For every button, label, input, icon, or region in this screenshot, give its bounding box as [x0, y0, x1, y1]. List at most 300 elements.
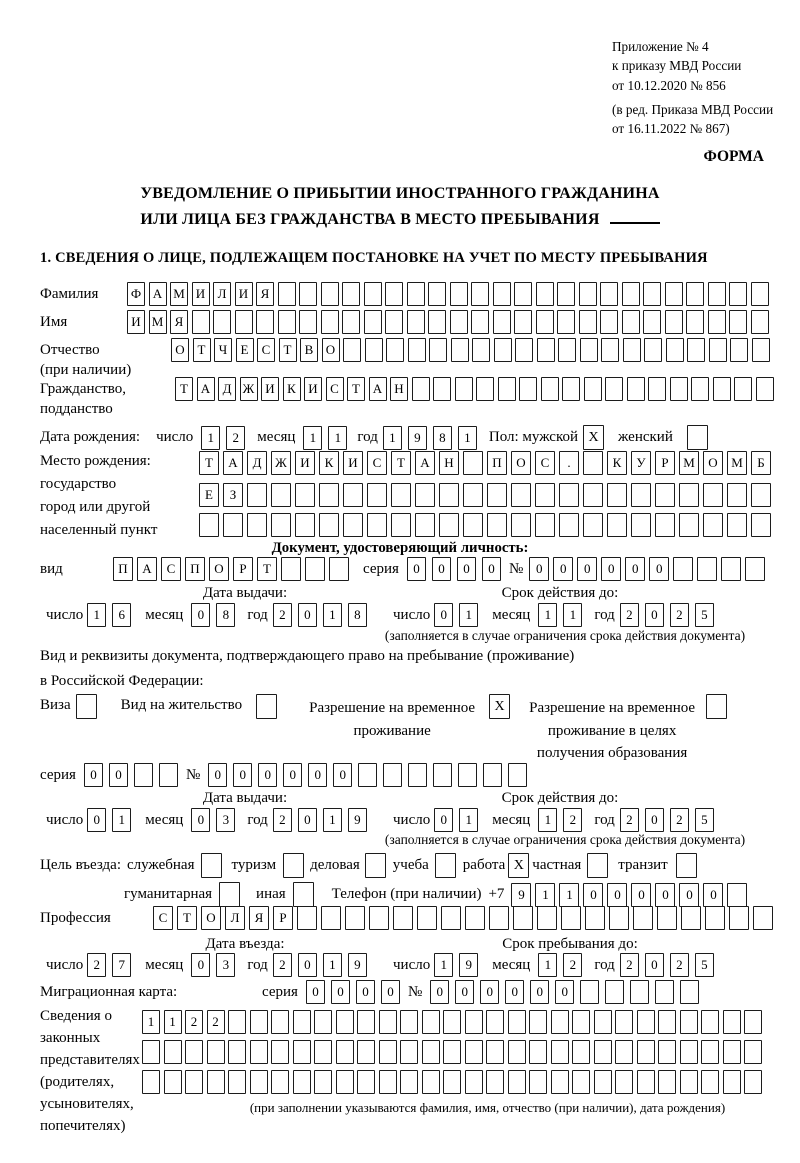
char-cell: [744, 1040, 762, 1064]
char-cell: [633, 906, 653, 930]
birth-place-input-3[interactable]: [199, 513, 775, 537]
visa-checkbox[interactable]: [76, 694, 97, 719]
char-cell: Ж: [271, 451, 291, 475]
char-cell: [705, 906, 725, 930]
identity-doc-row: [40, 557, 769, 581]
char-cell: [393, 906, 413, 930]
doc-valid-day[interactable]: [434, 603, 484, 627]
char-cell: [486, 1010, 504, 1034]
char-cell: К: [319, 451, 339, 475]
char-cell: .: [559, 451, 579, 475]
patronymic-label2: (при наличии): [40, 362, 132, 378]
char-cell: [271, 1040, 289, 1064]
char-cell: [293, 1010, 311, 1034]
sex-male-label: Пол: мужской: [488, 429, 579, 445]
char-cell: 0: [530, 980, 549, 1004]
residence-valid-until-header: Срок действия до:: [501, 790, 619, 806]
given-name-input[interactable]: [127, 310, 772, 334]
residence-doc-line1: Вид и реквизиты документа, подтверждающего право на пребывание (проживание): [40, 648, 575, 664]
char-cell: [572, 1010, 590, 1034]
doc-issue-day[interactable]: [87, 603, 137, 627]
char-cell: Я: [170, 310, 188, 334]
series-label: серия: [40, 766, 76, 783]
char-cell: 2: [185, 1010, 203, 1034]
char-cell: С: [326, 377, 344, 401]
char-cell: [691, 377, 709, 401]
char-cell: [400, 1040, 418, 1064]
char-cell: [572, 1040, 590, 1064]
char-cell: И: [235, 282, 253, 306]
char-cell: О: [703, 451, 723, 475]
migration-number-input[interactable]: [430, 980, 705, 1004]
appendix-line: Приложение № 4: [612, 39, 709, 54]
char-cell: [336, 1010, 354, 1034]
citizenship-label: Гражданство,: [40, 380, 127, 397]
char-cell: 0: [480, 980, 499, 1004]
char-cell: [756, 377, 774, 401]
residence-issue-year[interactable]: [273, 808, 373, 832]
char-cell: [511, 483, 531, 507]
doc-number-input[interactable]: [529, 557, 769, 581]
char-cell: И: [192, 282, 210, 306]
char-cell: 2: [620, 808, 639, 832]
representatives-row1: [142, 1010, 766, 1034]
purpose-private-checkbox[interactable]: [587, 853, 608, 878]
char-cell: [219, 882, 240, 907]
birth-place-row1: [199, 451, 775, 475]
char-cell: [751, 483, 771, 507]
purpose-tourism-checkbox[interactable]: [283, 853, 304, 878]
char-cell: 0: [191, 808, 210, 832]
char-cell: [487, 483, 507, 507]
char-cell: 0: [407, 557, 426, 581]
char-cell: 1: [459, 603, 478, 627]
sex-female-checkbox[interactable]: [687, 425, 708, 450]
birth-place-input-1[interactable]: [199, 451, 775, 475]
residence-doc-types-row: [40, 694, 780, 765]
char-cell: [365, 853, 386, 878]
purpose-work-checkbox[interactable]: [508, 853, 529, 878]
doc-issue-month[interactable]: [191, 603, 241, 627]
char-cell: [658, 1010, 676, 1034]
char-cell: 0: [529, 557, 549, 581]
char-cell: 1: [538, 603, 557, 627]
char-cell: [379, 1010, 397, 1034]
char-cell: 0: [434, 603, 453, 627]
char-cell: [295, 513, 315, 537]
temp-residence-label: Разрешение на временное проживание: [309, 700, 476, 739]
char-cell: [159, 763, 178, 787]
char-cell: [278, 310, 296, 334]
char-cell: 0: [577, 557, 597, 581]
stay-until-header: Срок пребывания до:: [502, 936, 638, 952]
char-cell: [164, 1070, 182, 1094]
birth-day-input[interactable]: [201, 426, 251, 450]
char-cell: [721, 557, 741, 581]
sex-male-checkbox[interactable]: [583, 425, 604, 450]
char-cell: 0: [109, 763, 128, 787]
char-cell: [429, 338, 447, 362]
char-cell: 2: [620, 953, 639, 977]
char-cell: [670, 377, 688, 401]
char-cell: [601, 338, 619, 362]
residence-issue-month[interactable]: [191, 808, 241, 832]
char-cell: [357, 1010, 375, 1034]
purpose-transit-checkbox[interactable]: [676, 853, 697, 878]
char-cell: [529, 1070, 547, 1094]
year-label: год: [247, 811, 268, 828]
char-cell: [679, 513, 699, 537]
profession-input[interactable]: [153, 906, 777, 930]
char-cell: Р: [655, 451, 675, 475]
representatives-row2: [142, 1040, 766, 1064]
char-cell: А: [137, 557, 157, 581]
char-cell: Д: [247, 451, 267, 475]
char-cell: [558, 338, 576, 362]
char-cell: [271, 1010, 289, 1034]
char-cell: [185, 1040, 203, 1064]
char-cell: [283, 853, 304, 878]
char-cell: [142, 1070, 160, 1094]
char-cell: [439, 513, 459, 537]
birth-month-input[interactable]: [303, 426, 353, 450]
char-cell: 1: [535, 883, 555, 907]
char-cell: Т: [175, 377, 193, 401]
purpose-work-label: работа: [462, 857, 506, 873]
char-cell: [247, 513, 267, 537]
char-cell: М: [170, 282, 188, 306]
char-cell: [655, 980, 674, 1004]
residence-permit-checkbox[interactable]: [256, 694, 277, 719]
doc-valid-until-row: [393, 603, 720, 627]
residence-issue-date-header: Дата выдачи:: [202, 790, 288, 806]
birth-place-row2: [199, 483, 775, 507]
residence-issue-date-row: [46, 808, 373, 832]
residence-issue-day[interactable]: [87, 808, 137, 832]
char-cell: Л: [225, 906, 245, 930]
char-cell: [697, 557, 717, 581]
char-cell: 3: [216, 953, 235, 977]
residence-number-input[interactable]: [208, 763, 533, 787]
char-cell: [441, 906, 461, 930]
char-cell: [439, 483, 459, 507]
appendix-line: (в ред. Приказа МВД России: [612, 101, 774, 117]
char-cell: [385, 282, 403, 306]
char-cell: [594, 1010, 612, 1034]
surname-row: [40, 282, 772, 306]
citizenship-input[interactable]: [175, 377, 777, 401]
purpose-official-checkbox[interactable]: [201, 853, 222, 878]
purpose-transit-label: транзит: [618, 857, 668, 873]
birth-place-input-2[interactable]: [199, 483, 775, 507]
char-cell: [443, 1070, 461, 1094]
char-cell: [379, 1070, 397, 1094]
char-cell: [622, 282, 640, 306]
char-cell: 0: [298, 953, 317, 977]
surname-label: Фамилия: [40, 285, 99, 302]
char-cell: 1: [303, 426, 322, 450]
char-cell: О: [511, 451, 531, 475]
char-cell: [648, 377, 666, 401]
char-cell: X: [489, 694, 510, 719]
char-cell: [422, 1040, 440, 1064]
char-cell: 1: [328, 426, 347, 450]
char-cell: 0: [583, 883, 603, 907]
char-cell: [321, 282, 339, 306]
char-cell: [706, 694, 727, 719]
char-cell: [508, 1070, 526, 1094]
char-cell: [680, 1010, 698, 1034]
char-cell: 1: [323, 808, 342, 832]
char-cell: [529, 1010, 547, 1034]
char-cell: [751, 282, 769, 306]
char-cell: Р: [273, 906, 293, 930]
char-cell: И: [295, 451, 315, 475]
representatives-label-2: законных: [40, 1030, 101, 1046]
char-cell: [408, 763, 427, 787]
char-cell: [713, 377, 731, 401]
char-cell: 9: [408, 426, 427, 450]
char-cell: 0: [655, 883, 675, 907]
char-cell: [417, 906, 437, 930]
char-cell: [559, 483, 579, 507]
char-cell: [701, 1070, 719, 1094]
char-cell: [584, 377, 602, 401]
doc-valid-year[interactable]: [620, 603, 720, 627]
char-cell: [199, 513, 219, 537]
char-cell: [708, 310, 726, 334]
visa-label: Виза: [40, 697, 71, 713]
surname-input[interactable]: [127, 282, 772, 306]
char-cell: 2: [670, 953, 689, 977]
char-cell: [658, 1040, 676, 1064]
char-cell: [615, 1040, 633, 1064]
char-cell: [751, 310, 769, 334]
char-cell: [615, 1010, 633, 1034]
char-cell: [529, 1040, 547, 1064]
char-cell: [408, 338, 426, 362]
char-cell: [535, 483, 555, 507]
char-cell: Т: [391, 451, 411, 475]
char-cell: Т: [279, 338, 297, 362]
char-cell: 1: [458, 426, 477, 450]
char-cell: [443, 1040, 461, 1064]
stay-month[interactable]: [538, 953, 588, 977]
char-cell: [271, 513, 291, 537]
patronymic-row: [40, 338, 773, 362]
day-label: число: [46, 956, 84, 973]
char-cell: [557, 310, 575, 334]
char-cell: [455, 377, 473, 401]
char-cell: [314, 1070, 332, 1094]
char-cell: 0: [430, 980, 449, 1004]
char-cell: [443, 1010, 461, 1034]
migration-card-label: Миграционная карта:: [40, 983, 178, 1000]
char-cell: О: [209, 557, 229, 581]
char-cell: [673, 557, 693, 581]
doc-issue-year[interactable]: [273, 603, 373, 627]
char-cell: [551, 1010, 569, 1034]
representatives-input-1[interactable]: [142, 1010, 766, 1034]
char-cell: [471, 282, 489, 306]
char-cell: 3: [216, 808, 235, 832]
representatives-input-3[interactable]: [142, 1070, 766, 1094]
char-cell: [609, 906, 629, 930]
patronymic-input[interactable]: [171, 338, 773, 362]
char-cell: [708, 282, 726, 306]
char-cell: [572, 1070, 590, 1094]
purpose-business-checkbox[interactable]: [365, 853, 386, 878]
char-cell: [583, 513, 603, 537]
char-cell: В: [300, 338, 318, 362]
char-cell: 0: [283, 763, 302, 787]
char-cell: [476, 377, 494, 401]
char-cell: [723, 1010, 741, 1034]
residence-valid-year[interactable]: [620, 808, 720, 832]
stay-year[interactable]: [620, 953, 720, 977]
representatives-note: (при заполнении указываются фамилия, имя, отчество (при наличии), дата рождения): [249, 1100, 726, 1115]
purpose-other-checkbox[interactable]: [293, 882, 314, 907]
title-blank-line: [610, 209, 660, 224]
birth-year-input[interactable]: [383, 426, 483, 450]
restriction-note: (заполняется в случае ограничения срока действия документа): [384, 832, 746, 847]
char-cell: [536, 282, 554, 306]
char-cell: [483, 763, 502, 787]
entry-day[interactable]: [87, 953, 137, 977]
char-cell: Я: [249, 906, 269, 930]
char-cell: [487, 513, 507, 537]
doc-series-input[interactable]: [407, 557, 507, 581]
char-cell: С: [161, 557, 181, 581]
char-cell: [342, 310, 360, 334]
day-label: число: [393, 606, 431, 623]
residence-series-input[interactable]: [84, 763, 184, 787]
stay-day[interactable]: [434, 953, 484, 977]
residence-valid-day[interactable]: [434, 808, 484, 832]
char-cell: [486, 1070, 504, 1094]
char-cell: [607, 483, 627, 507]
representatives-input-2[interactable]: [142, 1040, 766, 1064]
birth-date-label: Дата рождения:: [40, 429, 141, 445]
char-cell: 9: [459, 953, 478, 977]
char-cell: X: [508, 853, 529, 878]
char-cell: [228, 1040, 246, 1064]
patronymic-label: Отчество: [40, 341, 100, 358]
char-cell: 1: [563, 603, 582, 627]
char-cell: 1: [538, 808, 557, 832]
char-cell: [687, 338, 705, 362]
char-cell: [680, 980, 699, 1004]
char-cell: [250, 1070, 268, 1094]
char-cell: [458, 763, 477, 787]
char-cell: [655, 513, 675, 537]
char-cell: [727, 483, 747, 507]
char-cell: [744, 1010, 762, 1034]
char-cell: Б: [751, 451, 771, 475]
doc-type-input[interactable]: [113, 557, 353, 581]
char-cell: [630, 980, 649, 1004]
char-cell: [358, 763, 377, 787]
char-cell: 2: [670, 808, 689, 832]
char-cell: 2: [563, 808, 582, 832]
char-cell: 0: [455, 980, 474, 1004]
char-cell: [541, 377, 559, 401]
char-cell: [336, 1070, 354, 1094]
char-cell: [228, 1070, 246, 1094]
phone-input[interactable]: [511, 883, 751, 907]
char-cell: [680, 1040, 698, 1064]
char-cell: [365, 338, 383, 362]
edu-residence-checkbox[interactable]: [706, 694, 727, 719]
char-cell: [250, 1010, 268, 1034]
char-cell: [357, 1040, 375, 1064]
char-cell: [744, 1070, 762, 1094]
char-cell: М: [149, 310, 167, 334]
char-cell: 0: [553, 557, 573, 581]
birth-place-label-city1: город или другой: [40, 499, 151, 515]
char-cell: 0: [645, 808, 664, 832]
char-cell: [752, 338, 770, 362]
residence-permit-label: Вид на жительство: [120, 697, 243, 713]
char-cell: [587, 853, 608, 878]
temp-residence-checkbox[interactable]: [489, 694, 510, 719]
entry-date-header: Дата въезда:: [205, 936, 285, 952]
char-cell: [537, 906, 557, 930]
char-cell: [281, 557, 301, 581]
birth-date-row: [40, 425, 708, 450]
char-cell: 0: [645, 953, 664, 977]
char-cell: 0: [306, 980, 325, 1004]
char-cell: 0: [649, 557, 669, 581]
entry-month[interactable]: [191, 953, 241, 977]
char-cell: 0: [191, 953, 210, 977]
char-cell: 0: [356, 980, 375, 1004]
char-cell: 0: [298, 808, 317, 832]
section1-title: 1. СВЕДЕНИЯ О ЛИЦЕ, ПОДЛЕЖАЩЕМ ПОСТАНОВКЕ НА УЧЕТ ПО МЕСТУ ПРЕБЫВАНИЯ: [40, 250, 708, 266]
char-cell: [681, 906, 701, 930]
char-cell: 0: [631, 883, 651, 907]
char-cell: [753, 906, 773, 930]
purpose-humanitarian-checkbox[interactable]: [219, 882, 240, 907]
residence-valid-month[interactable]: [538, 808, 588, 832]
char-cell: А: [223, 451, 243, 475]
char-cell: [489, 906, 509, 930]
char-cell: [329, 557, 349, 581]
char-cell: [493, 282, 511, 306]
doc-valid-month[interactable]: [538, 603, 588, 627]
migration-series-input[interactable]: [306, 980, 406, 1004]
char-cell: 0: [645, 603, 664, 627]
residence-valid-until-row: [393, 808, 720, 832]
char-cell: 2: [207, 1010, 225, 1034]
doc-type-label: вид: [40, 560, 63, 577]
year-label: год: [594, 811, 615, 828]
char-cell: [657, 906, 677, 930]
char-cell: [701, 1040, 719, 1064]
char-cell: Н: [390, 377, 408, 401]
char-cell: И: [127, 310, 145, 334]
day-label: число: [393, 811, 431, 828]
char-cell: [256, 694, 277, 719]
appendix-line: от 16.11.2022 № 867): [612, 121, 730, 137]
char-cell: [514, 282, 532, 306]
char-cell: [367, 483, 387, 507]
char-cell: 1: [559, 883, 579, 907]
purpose-study-checkbox[interactable]: [435, 853, 456, 878]
char-cell: Л: [213, 282, 231, 306]
char-cell: [562, 377, 580, 401]
entry-year[interactable]: [273, 953, 373, 977]
